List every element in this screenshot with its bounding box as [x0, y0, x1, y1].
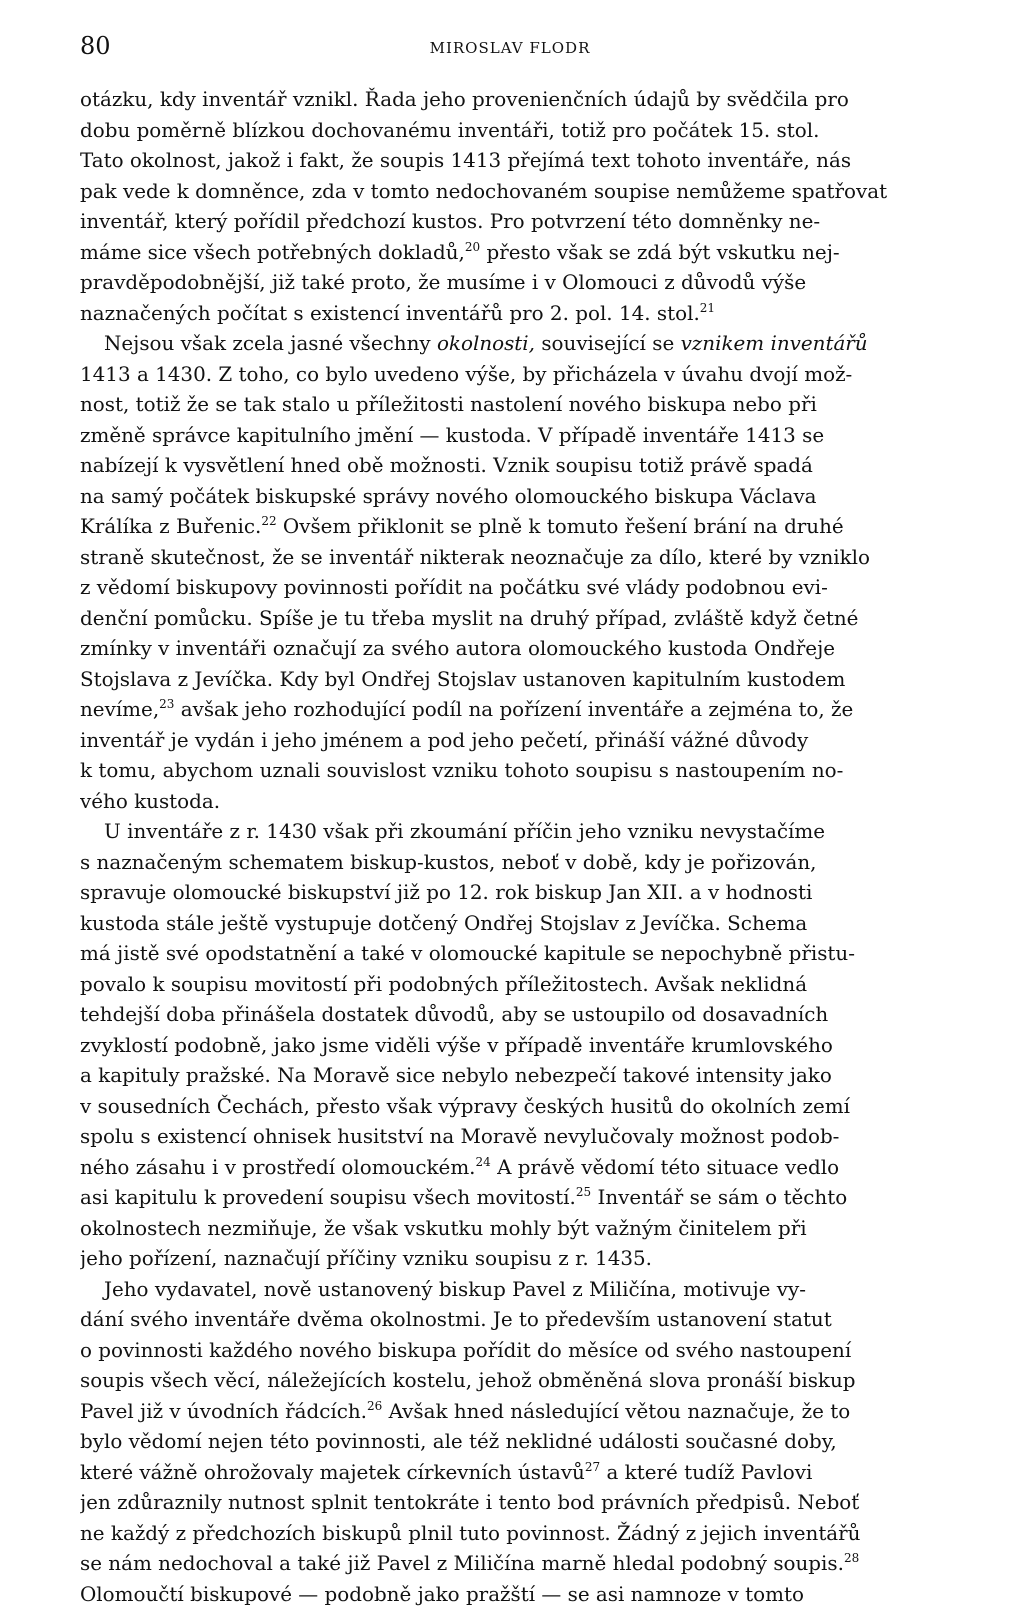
text-segment: máme sice všech potřebných dokladů,	[80, 241, 465, 264]
footnote-ref[interactable]: 20	[465, 240, 480, 254]
italic-text: vznikem inventářů	[681, 332, 868, 355]
text-line: nost, totiž že se tak stalo u příležitosti nastolení nového biskupa nebo při	[80, 390, 940, 421]
running-head: MIROSLAV FLODR	[80, 37, 940, 59]
page-number: 80	[80, 32, 111, 60]
text-line: inventář je vydán i jeho jménem a pod jeho pečetí, přináší vážné důvody	[80, 726, 940, 757]
text-line: pravděpodobnější, již také proto, že musíme i v Olomouci z důvodů výše	[80, 268, 940, 299]
text-line	[80, 695, 940, 726]
text-line	[80, 1458, 940, 1489]
text-line: s naznačeným schematem biskup-kustos, neboť v době, kdy je pořizován,	[80, 848, 940, 879]
text-line: k tomu, abychom uznali souvislost vzniku tohoto soupisu s nastoupením no-	[80, 756, 940, 787]
text-line: bylo vědomí nejen této povinnosti, ale též neklidné události současné doby,	[80, 1427, 940, 1458]
text-line: Olomoučtí biskupové — podobně jako pražští — se asi namnoze v tomto	[80, 1580, 940, 1610]
text-line	[80, 512, 940, 543]
text-line: Stojslava z Jevíčka. Kdy byl Ondřej Stojslav ustanoven kapitulním kustodem	[80, 665, 940, 696]
text-line	[80, 1153, 940, 1184]
text-segment: které vážně ohrožovaly majetek církevních ústavů	[80, 1461, 585, 1484]
text-line: má jistě své opodstatnění a také v olomoucké kapitule se nepochybně přistu-	[80, 939, 940, 970]
text-line: jeho pořízení, naznačují příčiny vzniku soupisu z r. 1435.	[80, 1244, 940, 1275]
text-line: na samý počátek biskupské správy nového olomouckého biskupa Václava	[80, 482, 940, 513]
paragraph	[80, 85, 940, 329]
text-line: tehdejší doba přinášela dostatek důvodů, aby se ustoupilo od dosavadních	[80, 1000, 940, 1031]
text-line: nabízejí k vysvětlení hned obě možnosti. Vznik soupisu totiž právě spadá	[80, 451, 940, 482]
text-line: v sousedních Čechách, přesto však výpravy českých husitů do okolních zemí	[80, 1092, 940, 1123]
text-line: U inventáře z r. 1430 však při zkoumání příčin jeho vzniku nevystačíme	[80, 817, 940, 848]
text-line	[80, 1397, 940, 1428]
text-segment: Avšak hned následující větou naznačuje, že to	[382, 1400, 850, 1423]
text-segment: naznačených počítat s existencí inventářů pro 2. pol. 14. stol.	[80, 302, 700, 325]
footnote-ref[interactable]: 22	[261, 514, 276, 528]
text-line: z vědomí biskupovy povinnosti pořídit na počátku své vlády podobnou evi-	[80, 573, 940, 604]
footnote-ref[interactable]: 28	[844, 1551, 859, 1565]
footnote-ref[interactable]: 24	[476, 1155, 491, 1169]
page-header	[80, 32, 940, 62]
text-segment: A právě vědomí této situace vedlo	[491, 1156, 839, 1179]
footnote-ref[interactable]: 23	[159, 697, 174, 711]
footnote-ref[interactable]: 21	[700, 301, 715, 315]
text-line: Jeho vydavatel, nově ustanovený biskup Pavel z Miličína, motivuje vy-	[80, 1275, 940, 1306]
text-line: soupis všech věcí, náležejících kostelu, jehož obměněná slova pronáší biskup	[80, 1366, 940, 1397]
text-line: povalo k soupisu movitostí při podobných příležitostech. Avšak neklidná	[80, 970, 940, 1001]
text-line: otázku, kdy inventář vznikl. Řada jeho provenienčních údajů by svědčila pro	[80, 85, 940, 116]
paragraph	[80, 329, 940, 817]
text-segment: přesto však se zdá být vskutku nej-	[480, 241, 839, 264]
text-line: ne každý z předchozích biskupů plnil tuto povinnost. Žádný z jejich inventářů	[80, 1519, 940, 1550]
text-line: o povinnosti každého nového biskupa pořídit do měsíce od svého nastoupení	[80, 1336, 940, 1367]
text-segment: Inventář se sám o těchto	[591, 1186, 847, 1209]
text-line: spolu s existencí ohnisek husitství na Moravě nevylučovaly možnost podob-	[80, 1122, 940, 1153]
text-segment: nevíme,	[80, 698, 159, 721]
text-line: změně správce kapitulního jmění — kustoda. V případě inventáře 1413 se	[80, 421, 940, 452]
text-line	[80, 299, 940, 330]
text-line: jen zdůraznily nutnost splnit tentokráte i tento bod právních předpisů. Neboť	[80, 1488, 940, 1519]
footnote-ref[interactable]: 26	[367, 1399, 382, 1413]
text-segment: Ovšem přiklonit se plně k tomuto řešení brání na druhé	[277, 515, 844, 538]
text-line: straně skutečnost, že se inventář nikterak neoznačuje za dílo, které by vzniklo	[80, 543, 940, 574]
text-line: okolnostech nezmiňuje, že však vskutku mohly být važným činitelem při	[80, 1214, 940, 1245]
text-line: dobu poměrně blízkou dochovanému inventáři, totiž pro počátek 15. stol.	[80, 116, 940, 147]
text-line: denční pomůcku. Spíše je tu třeba myslit na druhý případ, zvláště když četné	[80, 604, 940, 635]
text-segment: a které tudíž Pavlovi	[600, 1461, 812, 1484]
text-line	[80, 238, 940, 269]
text-segment: avšak jeho rozhodující podíl na pořízení inventáře a zejména to, že	[174, 698, 853, 721]
text-segment: Králíka z Buřenic.	[80, 515, 261, 538]
text-line	[80, 1549, 940, 1580]
text-line	[80, 329, 940, 360]
text-segment: ného zásahu i v prostředí olomouckém.	[80, 1156, 476, 1179]
text-line: a kapituly pražské. Na Moravě sice nebylo nebezpečí takové intensity jako	[80, 1061, 940, 1092]
paragraph	[80, 1275, 940, 1610]
text-line: Tato okolnost, jakož i fakt, že soupis 1413 přejímá text tohoto inventáře, nás	[80, 146, 940, 177]
text-segment: související se	[535, 332, 681, 355]
text-line	[80, 1183, 940, 1214]
text-line: kustoda stále ještě vystupuje dotčený Ondřej Stojslav z Jevíčka. Schema	[80, 909, 940, 940]
text-segment: Nejsou však zcela jasné všechny	[104, 332, 437, 355]
italic-text: okolnosti,	[437, 332, 535, 355]
text-line: vého kustoda.	[80, 787, 940, 818]
text-line: pak vede k domněnce, zda v tomto nedochovaném soupise nemůžeme spatřovat	[80, 177, 940, 208]
text-segment: asi kapitulu k provedení soupisu všech movitostí.	[80, 1186, 576, 1209]
text-line: 1413 a 1430. Z toho, co bylo uvedeno výše, by přicházela v úvahu dvojí mož-	[80, 360, 940, 391]
text-segment: Pavel již v úvodních řádcích.	[80, 1400, 367, 1423]
text-line: spravuje olomoucké biskupství již po 12. rok biskup Jan XII. a v hodnosti	[80, 878, 940, 909]
body-text	[80, 85, 940, 1610]
text-segment: se nám nedochoval a také již Pavel z Miličína marně hledal podobný soupis.	[80, 1552, 844, 1575]
text-line: zvyklostí podobně, jako jsme viděli výše v případě inventáře krumlovského	[80, 1031, 940, 1062]
footnote-ref[interactable]: 25	[576, 1185, 591, 1199]
paragraph	[80, 817, 940, 1275]
footnote-ref[interactable]: 27	[585, 1460, 600, 1474]
text-line: dání svého inventáře dvěma okolnostmi. Je to především ustanovení statut	[80, 1305, 940, 1336]
text-line: zmínky v inventáři označují za svého autora olomouckého kustoda Ondřeje	[80, 634, 940, 665]
text-line: inventář, který pořídil předchozí kustos. Pro potvrzení této domněnky ne-	[80, 207, 940, 238]
